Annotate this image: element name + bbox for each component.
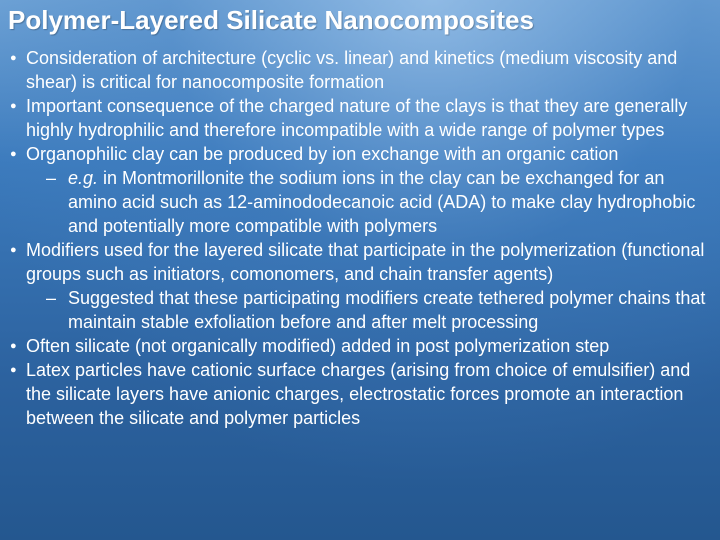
sub-bullet-text bbox=[68, 168, 695, 236]
bullet-text: Latex particles have cationic surface charges (arising from choice of emulsifier) and the silicate layers have anionic charges, electrostatic forces promote an interaction between the silicate and polymer particles bbox=[26, 360, 691, 428]
bullet-text: Often silicate (not organically modified) added in post polymerization step bbox=[26, 336, 610, 356]
bullet-item bbox=[6, 46, 716, 94]
bullet-item bbox=[6, 334, 716, 358]
bullet-text: Modifiers used for the layered silicate that participate in the polymerization (functional groups such as initiators, comonomers, and chain transfer agents) bbox=[26, 240, 705, 284]
dash-marker: – bbox=[46, 288, 57, 308]
bullet-item bbox=[6, 238, 716, 286]
eg-abbreviation: e.g. bbox=[68, 168, 99, 188]
bullet-dot-icon: ● bbox=[10, 52, 17, 64]
sub-bullet-item bbox=[6, 286, 716, 334]
bullet-text: Important consequence of the charged nature of the clays is that they are generally highly hydrophilic and therefore incompatible with a wide range of polymer types bbox=[26, 96, 688, 140]
bullet-item bbox=[6, 142, 716, 166]
bullet-item bbox=[6, 358, 716, 430]
bullet-dot-icon: ● bbox=[10, 148, 17, 160]
sub-bullet-body: in Montmorillonite the sodium ions in the clay can be exchanged for an amino acid such as 12-aminododecanoic acid (ADA) to make clay hydrophobic and potentially more compatible with polymers bbox=[68, 168, 696, 236]
bullet-dot-icon: ● bbox=[10, 340, 17, 352]
bullet-dot-icon: ● bbox=[10, 364, 17, 376]
bullet-item bbox=[6, 94, 716, 142]
dash-marker: – bbox=[46, 168, 57, 188]
bullet-text: Consideration of architecture (cyclic vs. linear) and kinetics (medium viscosity and shear) is critical for nanocomposite formation bbox=[26, 48, 678, 92]
bullet-list bbox=[6, 46, 716, 430]
sub-bullet-text: Suggested that these participating modifiers create tethered polymer chains that maintain stable exfoliation before and after melt processing bbox=[68, 288, 706, 332]
sub-bullet-item bbox=[6, 166, 716, 238]
bullet-text: Organophilic clay can be produced by ion exchange with an organic cation bbox=[26, 144, 619, 164]
slide-title: Polymer-Layered Silicate Nanocomposites bbox=[8, 5, 534, 35]
bullet-dot-icon: ● bbox=[10, 244, 17, 256]
bullet-dot-icon: ● bbox=[10, 100, 17, 112]
